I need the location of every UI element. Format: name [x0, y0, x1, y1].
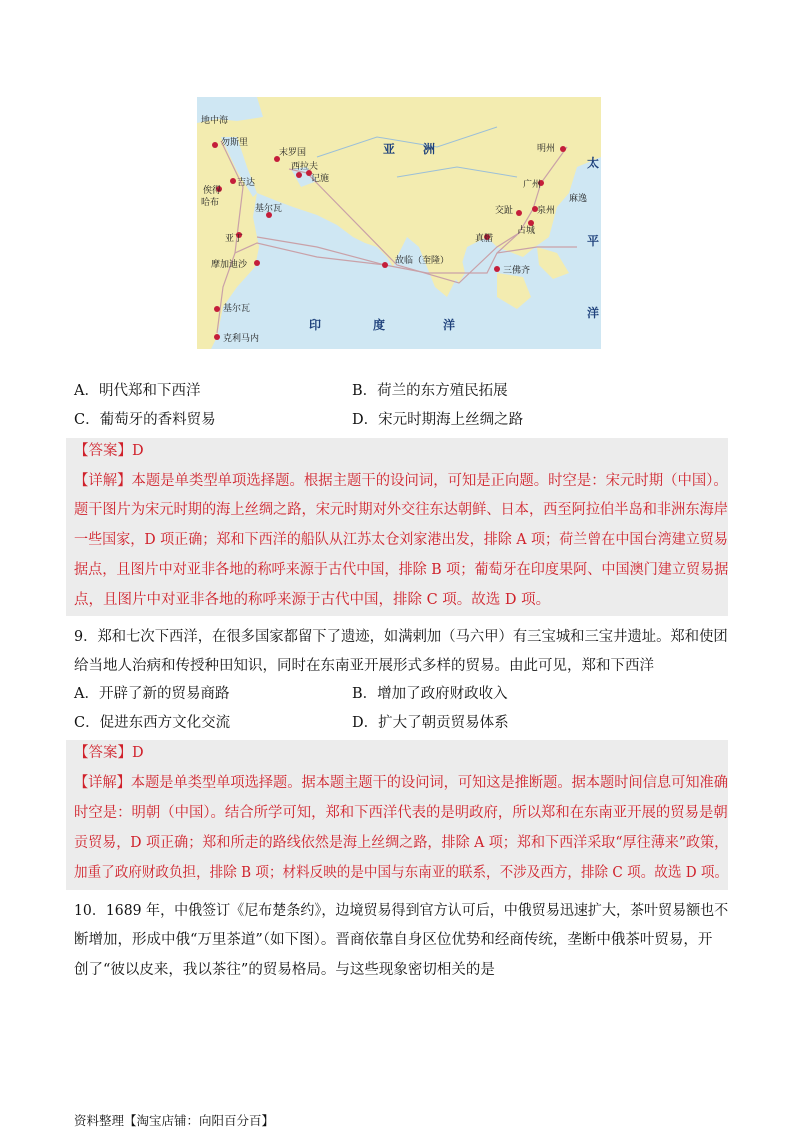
- map-label-yang2: 洋: [587, 306, 600, 320]
- map-label-guangzhou: 广州: [523, 180, 542, 190]
- map-label-asia: 亚: [383, 142, 396, 156]
- svg-text:俟得: 俟得: [203, 186, 222, 196]
- map-label-mojiadisha: 摩加迪沙: [211, 260, 248, 270]
- q9-detail-line: 加重了政府财政负担，排除 B 项；材料反映的是中国与东南亚的联系，不涉及西方，排除 C 项。故选 D 项。: [74, 865, 729, 881]
- q9-detail-line: 贡贸易，D 项正确；郑和所走的路线依然是海上丝绸之路，排除 A 项；郑和下西洋采取“厚往薄来”政策，: [74, 835, 729, 851]
- q8-option-a: A．明代郑和下西洋: [74, 383, 201, 399]
- q9-option-c: C．促进东西方文化交流: [74, 715, 231, 731]
- q8-option-d: D．宋元时期海上丝绸之路: [352, 412, 524, 428]
- map-label-jierwa2: 基尔瓦: [223, 304, 251, 314]
- map-label-fengzhou: 麻逸: [569, 194, 588, 204]
- q9-detail-line: 时空是：明朝（中国）。结合所学可知，郑和下西洋代表的是明政府，所以郑和在东南亚开展的贸易是朝: [74, 805, 728, 821]
- q8-detail-line: 【详解】本题是单类型单项选择题。根据主题干的设问词，可知是正向题。时空是：宋元时期（中国）。: [74, 473, 728, 489]
- map-label-jishi: 记施: [311, 174, 330, 184]
- q10-stem-line: 创了“彼以皮来，我以茶往”的贸易格局。与这些现象密切相关的是: [74, 962, 495, 978]
- map-label-tai: 太: [587, 156, 600, 170]
- map-graphic: [197, 97, 601, 349]
- q9-option-d: D．扩大了朝贡贸易体系: [352, 715, 509, 731]
- map-label-quanzhou: 泉州: [537, 206, 556, 216]
- silk-road-map: [197, 97, 601, 349]
- map-label-mediterranean: 地中海: [201, 116, 229, 126]
- map-label-ping: 平: [587, 234, 600, 248]
- page-footer: 资料整理【淘宝店铺：向阳百分百】: [74, 1113, 275, 1128]
- q9-option-b: B．增加了政府财政收入: [352, 686, 508, 702]
- map-label-yading: 亚丁: [225, 234, 244, 244]
- map-label-gulin: 故临（奎隆）: [395, 256, 450, 266]
- q9-detail-line: 【详解】本题是单类型单项选择题。据本题主题干的设问词，可知这是推断题。据本题时间信息可知准确: [74, 775, 728, 791]
- q10-stem-line: 10．1689 年，中俄签订《尼布楚条约》，边境贸易得到官方认可后，中俄贸易迅速扩大，茶叶贸易额也不: [74, 903, 729, 919]
- map-label-moluoguo: 末罗国: [279, 148, 307, 158]
- map-label-jida: 吉达: [237, 178, 256, 188]
- map-label-du: 度: [373, 318, 386, 332]
- q9-answer-label: 【答案】D: [74, 745, 144, 761]
- map-label-xilafu: 西拉夫: [291, 162, 319, 172]
- map-label-zhenla: 真腊: [475, 234, 494, 244]
- svg-text:哈布: 哈布: [201, 198, 220, 208]
- map-label-yin: 印: [309, 318, 322, 332]
- map-label-sanfoqi: 三佛齐: [503, 266, 531, 276]
- map-label-yang: 洋: [443, 318, 456, 332]
- q9-option-a: A．开辟了新的贸易商路: [74, 686, 230, 702]
- map-label-jiaozhi: 交趾: [495, 206, 514, 216]
- q8-detail-line: 题干图片为宋元时期的海上丝绸之路，宋元时期对外交往东达朝鲜、日本，西至阿拉伯半岛和非洲东海岸: [74, 502, 728, 518]
- map-label-zhou: 洲: [423, 142, 436, 156]
- q8-detail-line: 点，且图片中对亚非各地的称呼来源于古代中国，排除 C 项。故选 D 项。: [74, 592, 551, 608]
- map-label-jierwa: 基尔瓦: [255, 204, 283, 214]
- map-label-zhancheng: 占城: [517, 226, 536, 236]
- q8-answer-label: 【答案】D: [74, 443, 144, 459]
- map-label-kelimaling: 克利马内: [223, 334, 260, 344]
- q9-stem-line: 给当地人治病和传授种田知识，同时在东南亚开展形式多样的贸易。由此可见，郑和下西洋: [74, 658, 654, 674]
- map-label-wusili: 勿斯里: [221, 138, 249, 148]
- q10-stem-line: 断增加，形成中俄“万里茶道”（如下图）。晋商依靠自身区位优势和经商传统，垄断中俄茶叶贸易，开: [74, 932, 713, 948]
- q8-detail-line: 据点，且图片中对亚非各地的称呼来源于古代中国，排除 B 项；葡萄牙在印度果阿、中国澳门建立贸易据: [74, 562, 729, 578]
- q8-option-c: C．葡萄牙的香料贸易: [74, 412, 216, 428]
- q9-stem-line: 9．郑和七次下西洋，在很多国家都留下了遗迹，如满剌加（马六甲）有三宝城和三宝井遗址。郑和使团: [74, 629, 728, 645]
- q8-detail-line: 一些国家，D 项正确；郑和下西洋的船队从江苏太仓刘家港出发，排除 A 项；荷兰曾在中国台湾建立贸易: [74, 532, 728, 548]
- q8-option-b: B．荷兰的东方殖民拓展: [352, 383, 508, 399]
- map-label-mingzhou: 明州: [537, 144, 556, 154]
